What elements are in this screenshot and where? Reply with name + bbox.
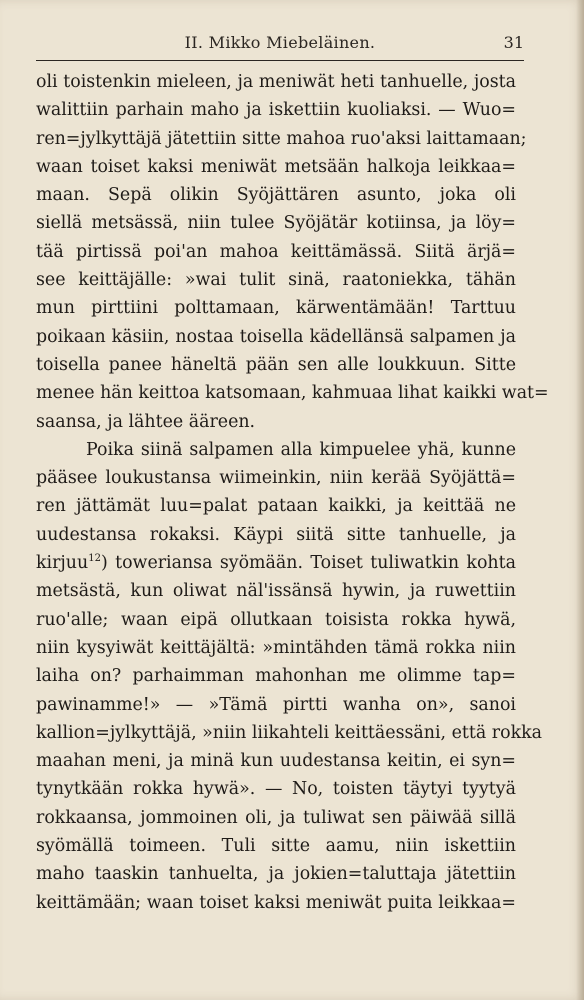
text-line: niin kysyiwät keittäjältä: »mintähden tämä rokka niin (36, 637, 516, 658)
text-line: waan toiset kaksi meniwät metsään halkoja leikkaa= (36, 156, 516, 177)
text-line: ruo'alle; waan eipä ollutkaan toisista rokka hywä, (36, 609, 516, 630)
text-line: pawinamme!» — »Tämä pirtti wanha on», sanoi (36, 694, 516, 715)
text-line: tää pirtissä poi'an mahoa keittämässä. Siitä ärjä= (36, 241, 516, 262)
text-line: metsästä, kun oliwat näl'issänsä hywin, ja ruwettiin (36, 581, 516, 602)
paragraph-end-line: saansa, ja lähtee ääreen. (36, 411, 256, 432)
text-line: maho taaskin tanhuelta, ja jokien=taluttaja jätettiin (36, 864, 516, 885)
text-line: toisella panee häneltä pään sen alle loukkuun. Sitte (36, 354, 516, 375)
text-line: siellä metsässä, niin tulee Syöjätär kotiinsa, ja löy= (36, 213, 516, 234)
text-line: tynytkään rokka hywä». — No, toisten täytyi tyytyä (36, 779, 516, 800)
text-fragment: kirjuu (36, 553, 89, 574)
text-line: laiha on? parhaimman mahonhan me olimme tap= (36, 666, 516, 687)
running-title: II. Mikko Miebeläinen. (184, 33, 376, 52)
body-text (36, 68, 549, 917)
text-line: keittämään; waan toiset kaksi meniwät puita leikkaa= (36, 892, 516, 913)
text-line: pääsee loukustansa wiimeinkin, niin kerää Syöjättä= (36, 468, 516, 489)
text-line: ren=jylkyttäjä jätettiin sitte mahoa ruo'aksi laittamaan; (36, 128, 527, 149)
text-line: kallion=jylkyttäjä, »niin liikahteli keittäessäni, että rokka (36, 722, 543, 743)
text-line: rokkaansa, jommoinen oli, ja tuliwat sen päiwää sillä (36, 807, 516, 828)
text-line: syömällä toimeen. Tuli sitte aamu, niin iskettiin (36, 836, 516, 857)
footnote-reference: 12 (88, 553, 101, 565)
text-line: poikaan käsiin, nostaa toisella kädellänsä salpamen ja (36, 326, 516, 347)
text-line: ren jättämät luu=palat pataan kaikki, ja keittää ne (36, 496, 516, 517)
text-line: oli toistenkin mieleen, ja meniwät heti tanhuelle, josta (36, 72, 516, 92)
text-line: maahan meni, ja minä kun uudestansa keitin, ei syn= (36, 751, 516, 772)
paragraph-start-line: Poika siinä salpamen alla kimpuelee yhä, kunne (86, 439, 516, 460)
running-header (36, 30, 524, 61)
page-number: 31 (503, 33, 524, 52)
text-line: menee hän keittoa katsomaan, kahmuaa lihat kaikki wat= (36, 383, 549, 404)
text-line: see keittäjälle: »wai tulit sinä, raatoniekka, tähän (36, 270, 516, 291)
text-line: maan. Sepä olikin Syöjättären asunto, joka oli (36, 185, 516, 206)
text-line: mun pirttiini polttamaan, kärwentämään! Tarttuu (36, 298, 516, 319)
text-fragment: ) toweriansa syömään. Toiset tuliwatkin kohta (100, 553, 516, 574)
text-line: uudestansa rokaksi. Käypi siitä sitte tanhuelle, ja (36, 524, 516, 545)
text-line: walittiin parhain maho ja iskettiin kuoliaksi. — Wuo= (36, 100, 516, 121)
text-line-with-footnote (36, 549, 516, 577)
